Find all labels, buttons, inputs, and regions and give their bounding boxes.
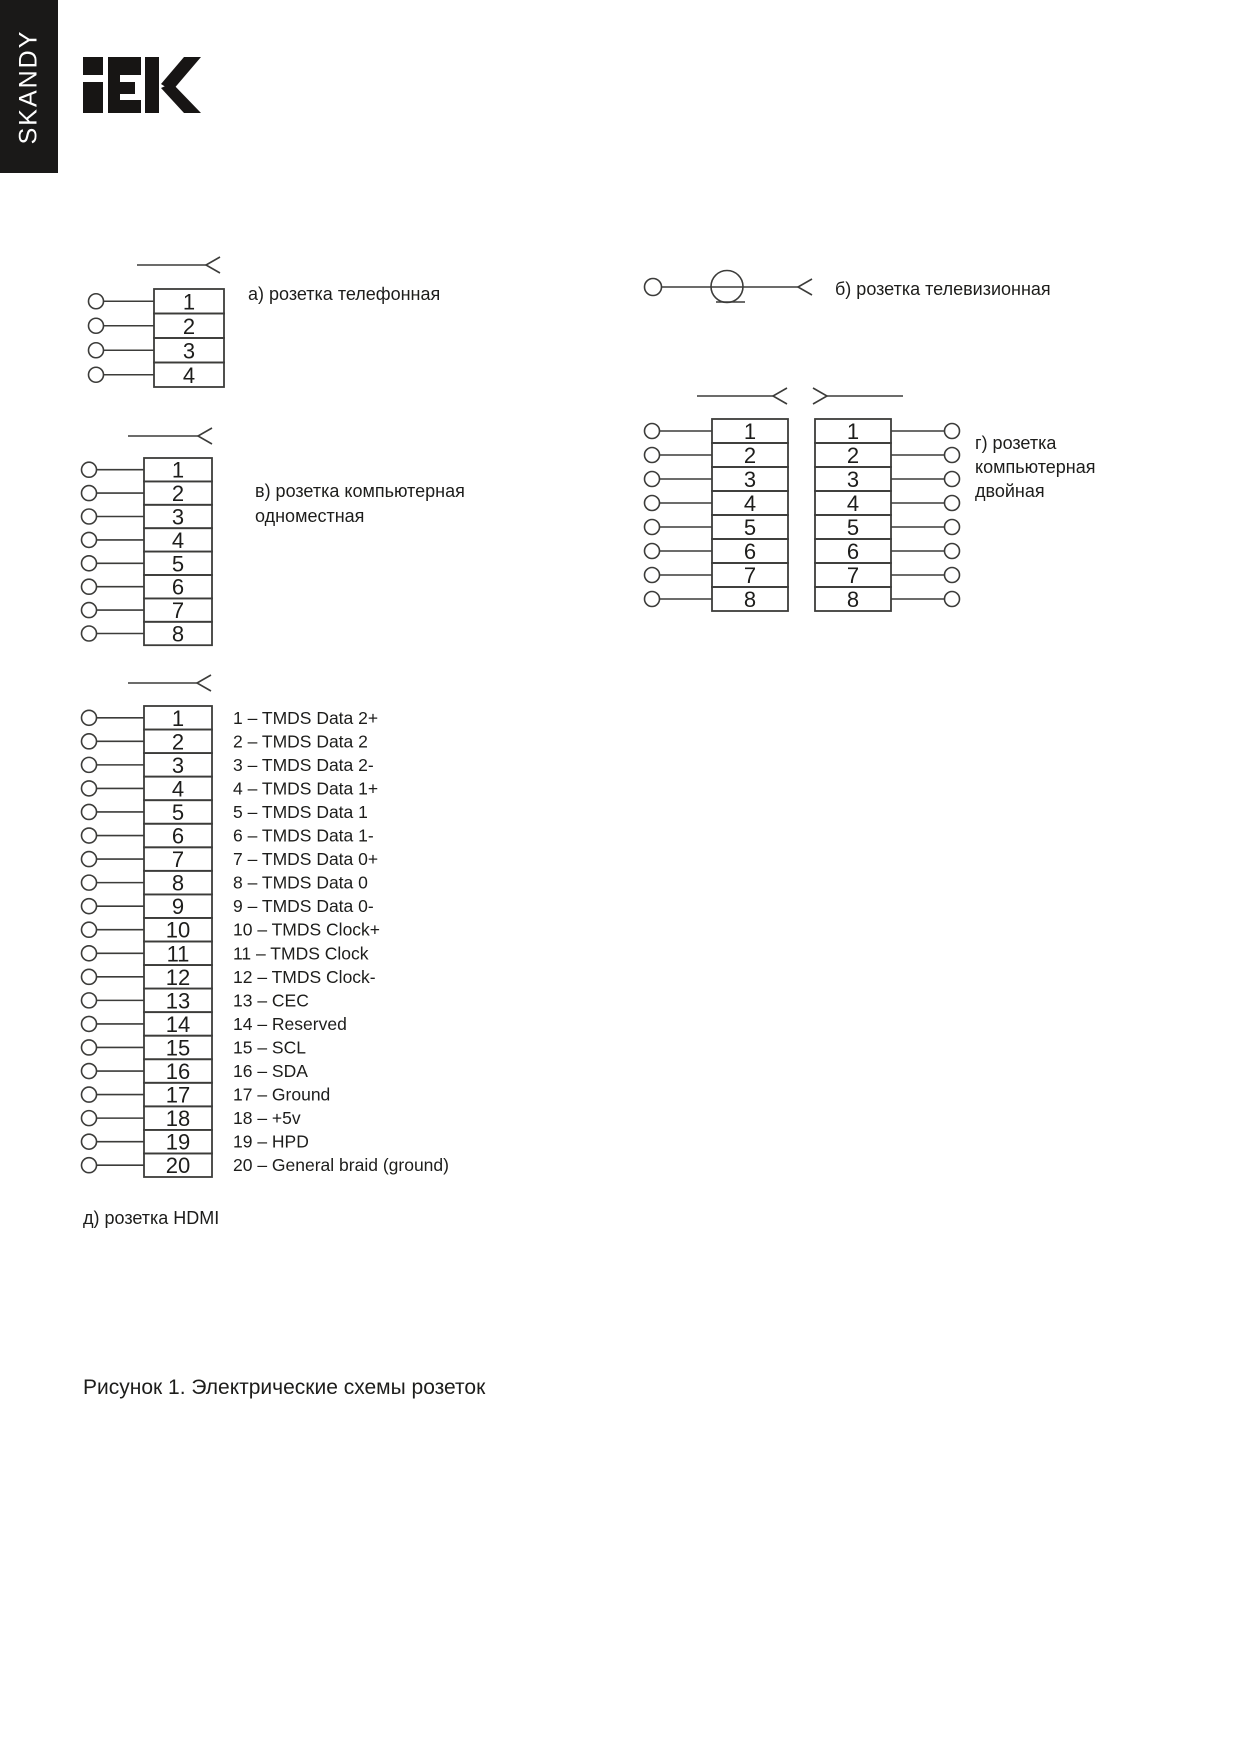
figure-g-right-terminal-icon — [945, 568, 960, 583]
figure-d-pin-function-label: 14 – Reserved — [233, 1013, 347, 1034]
figure-d-terminal-icon — [82, 804, 97, 819]
figure-g-right-pin-number: 7 — [846, 563, 860, 588]
figure-d-pin-function-label: 3 – TMDS Data 2- — [233, 754, 374, 775]
figure-d-terminal-icon — [82, 828, 97, 843]
brand-text: SKANDY — [14, 29, 43, 144]
figure-d-pin-function-label: 18 – +5v — [233, 1108, 301, 1129]
figure-a-pin-number: 4 — [182, 362, 196, 388]
figure-d-plug-arrowhead-icon — [197, 675, 211, 691]
figure-v-pin-number: 1 — [171, 457, 185, 483]
figure-d-pin-number: 8 — [171, 870, 185, 896]
figure-g-left-terminal-icon — [645, 568, 660, 583]
figure-v-pin-number: 8 — [171, 621, 185, 647]
figure-v-terminal-icon — [82, 556, 97, 571]
figure-d-pin-number: 1 — [171, 705, 185, 731]
figure-v-terminal-icon — [82, 579, 97, 594]
figure-g-right-plug-arrowhead-icon — [813, 388, 827, 404]
figure-g-left-pin-number: 5 — [743, 515, 757, 540]
figure-a-plug-arrowhead-icon — [206, 257, 220, 273]
figure-b-arrowhead-icon — [798, 279, 812, 295]
figure-v-pin-number: 2 — [171, 481, 185, 507]
figure-v-terminal-icon — [82, 603, 97, 618]
figure-g-caption-line2: компьютерная — [975, 457, 1096, 477]
figure-d-pin-number: 17 — [165, 1082, 191, 1108]
figure-d-terminal-icon — [82, 922, 97, 937]
figure-d-terminal-icon — [82, 1087, 97, 1102]
figure-d-pin-function-label: 19 – HPD — [233, 1131, 309, 1152]
figure-g-caption — [975, 431, 1095, 503]
figure-d-pin-function-label: 20 – General braid (ground) — [233, 1155, 449, 1176]
figure-d-terminal-icon — [82, 781, 97, 796]
figure-d-pin-function-label: 10 – TMDS Clock+ — [233, 919, 381, 940]
figure-a-terminal-icon — [89, 294, 104, 309]
figure-v-pin-number: 6 — [171, 574, 185, 600]
figure-b-caption: б) розетка телевизионная — [835, 279, 1051, 299]
figure-g-right-terminal-icon — [945, 448, 960, 463]
figure-g-right-pin-number: 3 — [846, 467, 860, 492]
figure-g-left-pin-number: 2 — [743, 443, 757, 468]
figure-d-pin-function-label: 13 – CEC — [233, 990, 309, 1011]
figure-a-terminal-icon — [89, 343, 104, 358]
figure-d-pin-number: 4 — [171, 776, 185, 802]
figure-d-terminal-icon — [82, 993, 97, 1008]
figure-a-pin-number: 2 — [182, 313, 196, 339]
figure-g-left-terminal-icon — [645, 544, 660, 559]
figure-d-pin-function-label: 12 – TMDS Clock- — [233, 966, 376, 987]
figure-d-pin-number: 20 — [165, 1153, 191, 1179]
figure-d-pin-function-label: 1 – TMDS Data 2+ — [233, 707, 379, 728]
figure-d-pin-number: 18 — [165, 1106, 191, 1132]
figure-g-right-terminal-icon — [945, 472, 960, 487]
figure-g-left-pin-number: 8 — [743, 587, 757, 612]
figure-d-terminal-icon — [82, 899, 97, 914]
figure-g-left-terminal-icon — [645, 472, 660, 487]
figure-d-pin-function-label: 6 – TMDS Data 1- — [233, 825, 374, 846]
figure-d-terminal-icon — [82, 875, 97, 890]
figure-d-terminal-icon — [82, 1040, 97, 1055]
figure-d-terminal-icon — [82, 710, 97, 725]
figure-g-caption-line1: г) розетка — [975, 433, 1057, 453]
figure-a-terminal-icon — [89, 367, 104, 382]
figure-d-pin-number: 3 — [171, 752, 185, 778]
figure-d-pin-number: 12 — [165, 964, 191, 990]
figure-d-pin-function-label: 17 – Ground — [233, 1084, 331, 1105]
figure-g-caption-line3: двойная — [975, 481, 1045, 501]
figure-d-terminal-icon — [82, 1134, 97, 1149]
figure-g-right-terminal-icon — [945, 592, 960, 607]
figure-g-left-pin-number: 3 — [743, 467, 757, 492]
figure-v-terminal-icon — [82, 532, 97, 547]
figure-d-pin-function-label: 9 – TMDS Data 0- — [233, 896, 374, 917]
figure-d-pin-number: 16 — [165, 1059, 191, 1085]
figure-v-plug-arrowhead-icon — [198, 428, 212, 444]
figure-v-terminal-icon — [82, 626, 97, 641]
figure-d-pin-number: 10 — [165, 917, 191, 943]
figure-v-terminal-icon — [82, 509, 97, 524]
figure-v-terminal-icon — [82, 486, 97, 501]
figure-d-pin-number: 11 — [166, 941, 190, 967]
figure-g-right-terminal-icon — [945, 520, 960, 535]
figure-g-right-pin-number: 2 — [846, 443, 860, 468]
figure-d-pin-number: 14 — [165, 1011, 191, 1037]
figure-d-pin-function-label: 15 – SCL — [233, 1037, 306, 1058]
figure-g-right-terminal-icon — [945, 424, 960, 439]
figure-d-pin-function-label: 8 – TMDS Data 0 — [233, 872, 368, 893]
figure-v-pin-number: 3 — [171, 504, 185, 530]
figure-d-pin-number: 15 — [165, 1035, 191, 1061]
figure-g-right-pin-number: 4 — [846, 491, 860, 516]
figure-1-title: Рисунок 1. Электрические схемы розеток — [83, 1376, 486, 1399]
figure-v-pin-number: 5 — [171, 551, 185, 577]
figure-g-right-pin-number: 6 — [846, 539, 860, 564]
figure-d-terminal-icon — [82, 946, 97, 961]
figure-g-right-terminal-icon — [945, 544, 960, 559]
figure-d-terminal-icon — [82, 1158, 97, 1173]
figure-g-left-terminal-icon — [645, 520, 660, 535]
figure-d-terminal-icon — [82, 969, 97, 984]
figure-g-left-pin-number: 4 — [743, 491, 757, 516]
figure-d-pin-function-label: 16 – SDA — [233, 1061, 308, 1082]
figure-g-left-terminal-icon — [645, 496, 660, 511]
figure-g-right-pin-number: 8 — [846, 587, 860, 612]
figure-v-pin-number: 4 — [171, 527, 185, 553]
figure-g-left-pin-number: 7 — [743, 563, 757, 588]
figure-v-terminal-icon — [82, 462, 97, 477]
figure-d-terminal-icon — [82, 1064, 97, 1079]
figure-d-terminal-icon — [82, 852, 97, 867]
figure-d-terminal-icon — [82, 757, 97, 772]
figure-g-right-pin-number: 5 — [846, 515, 860, 540]
figure-a-pin-number: 3 — [182, 338, 196, 364]
figure-d-pin-function-label: 11 – TMDS Clock — [233, 943, 369, 964]
figure-d-pin-number: 5 — [171, 799, 185, 825]
figure-v-caption-line2: одноместная — [255, 505, 365, 526]
figure-g-left-terminal-icon — [645, 592, 660, 607]
figure-v-caption — [255, 479, 465, 528]
figure-g-left-pin-number: 6 — [743, 539, 757, 564]
figure-d-pin-number: 7 — [171, 847, 185, 873]
figure-g-right-pin-number: 1 — [846, 419, 860, 444]
figure-d-pin-function-label: 2 – TMDS Data 2 — [233, 731, 368, 752]
figure-d-pin-function-label: 7 – TMDS Data 0+ — [233, 849, 379, 870]
figure-d-terminal-icon — [82, 1016, 97, 1031]
figure-v-pin-number: 7 — [171, 598, 185, 624]
figure-d-caption: д) розетка HDMI — [83, 1208, 220, 1228]
figure-a-terminal-icon — [89, 318, 104, 333]
figure-g-left-plug-arrowhead-icon — [773, 388, 787, 404]
figure-g-left-pin-number: 1 — [743, 419, 757, 444]
figure-a-caption: а) розетка телефонная — [248, 284, 441, 304]
figure-a-pin-number: 1 — [182, 289, 196, 315]
figure-d-terminal-icon — [82, 734, 97, 749]
figure-g-left-terminal-icon — [645, 424, 660, 439]
figure-g-left-terminal-icon — [645, 448, 660, 463]
figure-d-pin-number: 9 — [171, 894, 185, 920]
figure-d-pin-function-label: 5 – TMDS Data 1 — [233, 801, 368, 822]
figure-d-pin-number: 19 — [165, 1129, 191, 1155]
figure-v-caption-line1: в) розетка компьютерная — [255, 481, 465, 501]
figure-d-pin-number: 2 — [171, 729, 185, 755]
figure-b-terminal-icon — [645, 279, 662, 296]
figure-d-terminal-icon — [82, 1111, 97, 1126]
figure-d-pin-number: 6 — [171, 823, 185, 849]
figure-d-pin-number: 13 — [165, 988, 191, 1014]
figure-d-pin-function-label: 4 – TMDS Data 1+ — [233, 778, 379, 799]
figure-g-right-terminal-icon — [945, 496, 960, 511]
